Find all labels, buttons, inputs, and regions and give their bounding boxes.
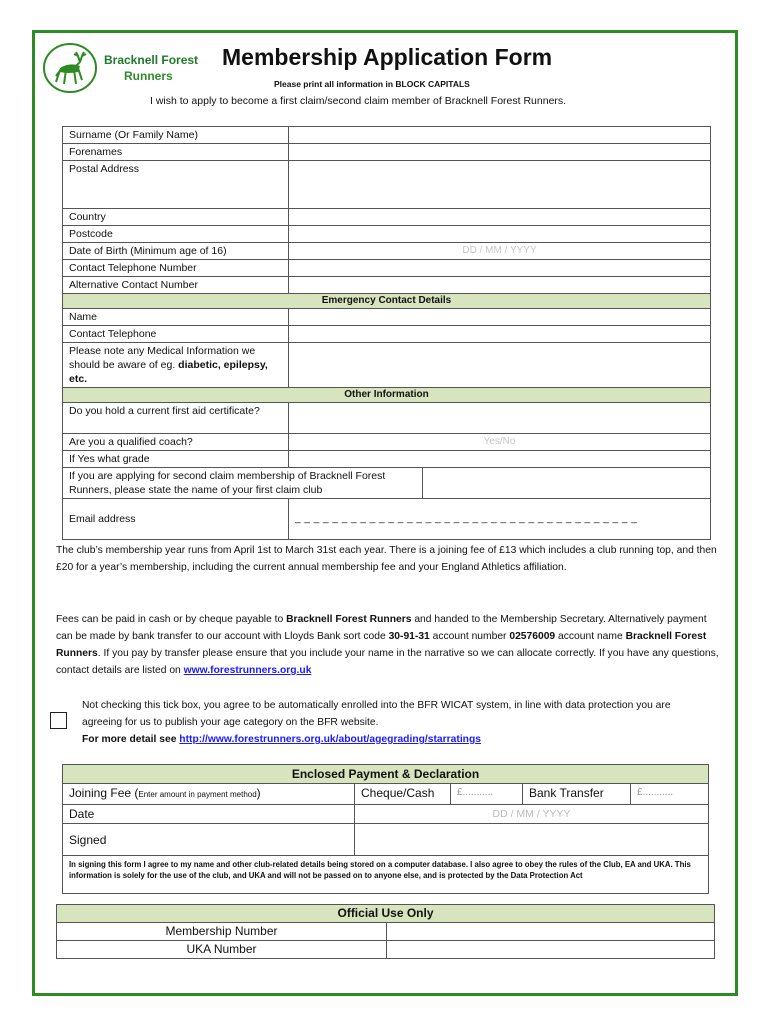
consent-text <box>82 697 712 748</box>
official-use-table <box>56 904 715 959</box>
joining-fee-text: Joining Fee ( <box>69 786 139 800</box>
coach-field[interactable]: Yes/No <box>289 434 711 451</box>
payment-info-text-d: account number <box>429 631 510 642</box>
medical-label <box>63 343 289 388</box>
club-name-line1: Bracknell Forest <box>104 53 199 67</box>
postal-address-label: Postal Address <box>63 161 289 209</box>
payment-section-header: Enclosed Payment & Declaration <box>63 765 709 784</box>
cheque-cash-label: Cheque/Cash <box>355 784 451 805</box>
account-number: 02576009 <box>509 631 556 642</box>
consent-description: Not checking this tick box, you agree to be automatically enrolled into the BFR WICAT system, in line with data protection you are agreeing for us to publish your age category on the BFR website. <box>82 700 671 728</box>
email-underline: _ _ _ _ _ _ _ _ _ _ _ _ _ _ _ _ _ _ _ _ _ _ _ _ _ _ _ _ _ _ _ _ _ _ _ _ _ <box>295 513 638 524</box>
signature-field[interactable] <box>355 824 709 856</box>
stag-logo-icon <box>42 42 98 94</box>
club-name <box>104 52 198 84</box>
sort-code: 30-91-31 <box>388 631 430 642</box>
membership-number-field[interactable] <box>387 923 715 941</box>
forenames-label: Forenames <box>63 144 289 161</box>
payee-name: Bracknell Forest Runners <box>286 614 412 625</box>
medical-label-examples: diabetic, epilepsy, etc. <box>69 359 268 385</box>
membership-number-label: Membership Number <box>57 923 387 941</box>
postal-address-field[interactable] <box>289 161 711 209</box>
payment-info-text-e: account name <box>555 631 626 642</box>
first-aid-label: Do you hold a current first aid certificate? <box>63 403 289 434</box>
emergency-name-field[interactable] <box>289 309 711 326</box>
second-claim-field[interactable] <box>423 468 711 499</box>
email-field[interactable] <box>289 499 711 540</box>
club-name-line2: Runners <box>124 69 173 83</box>
more-detail-label: For more detail see <box>82 734 180 745</box>
grade-label: If Yes what grade <box>63 451 289 468</box>
joining-fee-close: ) <box>256 786 261 800</box>
uka-number-label: UKA Number <box>57 941 387 959</box>
postcode-label: Postcode <box>63 226 289 243</box>
other-section-header: Other Information <box>63 388 711 403</box>
email-label: Email address <box>63 499 289 540</box>
surname-label: Surname (Or Family Name) <box>63 127 289 144</box>
declaration-text: In signing this form I agree to my name and other club-related details being stored on a computer database. I also agree to obey the rules of the Club, EA and UKA. This information is solely for the use of the club, and UKA and will not be passed on to anyone else, and is protected by the Data Protection Act <box>63 856 709 894</box>
application-table <box>62 126 711 540</box>
second-claim-label: If you are applying for second claim membership of Bracknell Forest Runners, please state the name of your first claim club <box>63 468 423 499</box>
phone-label: Contact Telephone Number <box>63 260 289 277</box>
emergency-phone-label: Contact Telephone <box>63 326 289 343</box>
intro-text: I wish to apply to become a first claim/second claim member of Bracknell Forest Runners. <box>150 95 567 107</box>
phone-field[interactable] <box>289 260 711 277</box>
uka-number-field[interactable] <box>387 941 715 959</box>
bank-transfer-amount-field[interactable]: £........... <box>631 784 709 805</box>
payment-info-text-a: Fees can be paid in cash or by cheque payable to <box>56 614 287 625</box>
payment-info <box>56 611 720 679</box>
subtitle: Please print all information in BLOCK CAPITALS <box>274 79 470 89</box>
emergency-name-label: Name <box>63 309 289 326</box>
wicat-opt-out-checkbox[interactable] <box>50 712 67 729</box>
country-label: Country <box>63 209 289 226</box>
alt-phone-field[interactable] <box>289 277 711 294</box>
joining-fee-label <box>63 784 355 805</box>
account-name: Bracknell Forest Runners <box>56 631 707 659</box>
payment-info-text-f: . If you pay by transfer please ensure that you include your name in the narrative so we can allocate correctly. If you have any questions, contact details are listed on <box>56 648 719 676</box>
joining-fee-note: Enter amount in payment method <box>138 790 257 799</box>
date-field[interactable]: DD / MM / YYYY <box>355 805 709 824</box>
payment-info-text-c: and handed to the Membership Secretary. Alternatively payment can be made by bank transfer to our account with Lloyds Bank sort code <box>56 614 707 642</box>
emergency-phone-field[interactable] <box>289 326 711 343</box>
membership-year-info: The club’s membership year runs from April 1st to March 31st each year. There is a joining fee of £13 which includes a club running top, and then £20 for a year’s membership, including the current annual membership fee and your England Athletics affiliation. <box>56 545 717 573</box>
signed-label: Signed <box>63 824 355 856</box>
medical-label-text: Please note any Medical Information we should be aware of eg. <box>69 345 256 371</box>
alt-phone-label: Alternative Contact Number <box>63 277 289 294</box>
dob-field[interactable]: DD / MM / YYYY <box>289 243 711 260</box>
first-aid-field[interactable] <box>289 403 711 434</box>
grade-field[interactable] <box>289 451 711 468</box>
dob-label: Date of Birth (Minimum age of 16) <box>63 243 289 260</box>
medical-field[interactable] <box>289 343 711 388</box>
emergency-section-header: Emergency Contact Details <box>63 294 711 309</box>
postcode-field[interactable] <box>289 226 711 243</box>
surname-field[interactable] <box>289 127 711 144</box>
forenames-field[interactable] <box>289 144 711 161</box>
age-grading-link[interactable]: http://www.forestrunners.org.uk/about/agegrading/starratings <box>179 734 481 745</box>
official-use-header: Official Use Only <box>57 905 715 923</box>
cheque-cash-amount-field[interactable]: £........... <box>451 784 523 805</box>
website-link[interactable]: www.forestrunners.org.uk <box>183 665 312 676</box>
date-label: Date <box>63 805 355 824</box>
country-field[interactable] <box>289 209 711 226</box>
page-title: Membership Application Form <box>222 44 553 70</box>
coach-label: Are you a qualified coach? <box>63 434 289 451</box>
payment-table <box>62 764 709 894</box>
bank-transfer-label: Bank Transfer <box>523 784 631 805</box>
